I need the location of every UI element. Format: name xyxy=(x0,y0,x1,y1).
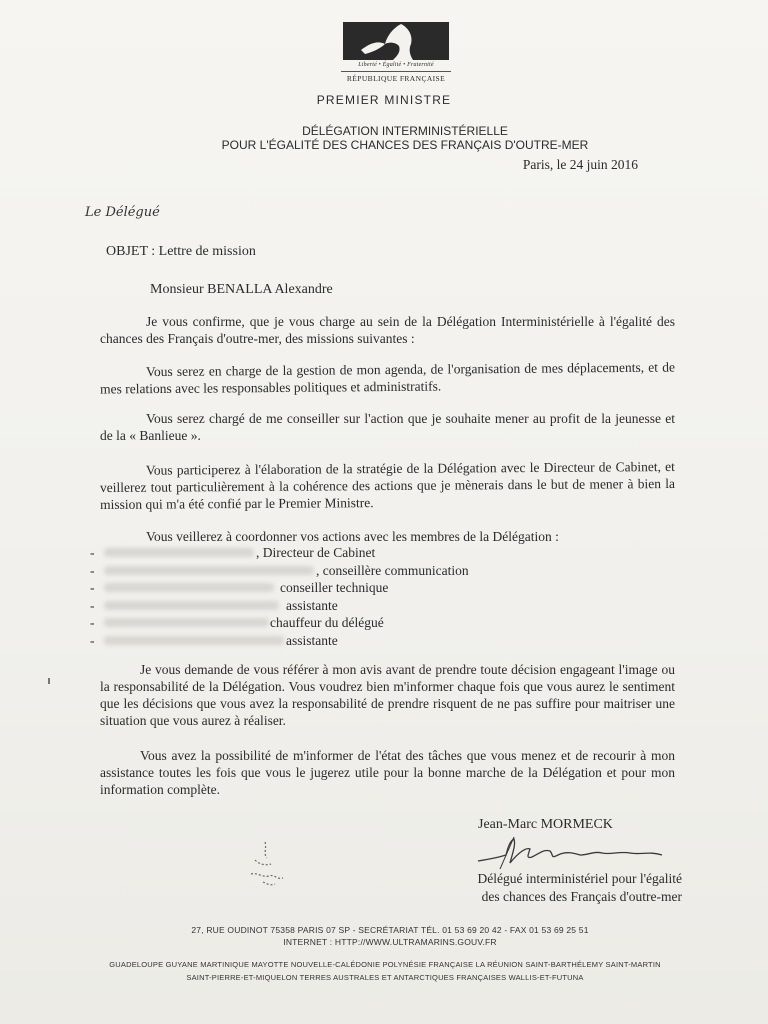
republic-name: RÉPUBLIQUE FRANÇAISE xyxy=(341,71,451,83)
delegation-line-1: DÉLÉGATION INTERMINISTÉRIELLE xyxy=(302,124,508,138)
paragraph-1: Je vous confirme, que je vous charge au sein de la Délégation Interministérielle à l'égalité des chances des Français d'outre-mer, des missions suivantes : xyxy=(100,314,675,346)
member-dash: - xyxy=(90,632,95,648)
paragraph-5: Vous veillerez à coordonner vos actions avec les membres de la Délégation : xyxy=(146,529,559,544)
member-row xyxy=(90,579,510,597)
footer-territories-2: SAINT-PIERRE-ET-MIQUELON TERRES AUSTRALES ET ANTARCTIQUES FRANÇAISES WALLIS-ET-FUTUNA xyxy=(186,973,584,982)
signatory-role-line-2: des chances des Français d'outre-mer xyxy=(481,889,682,904)
letter-date: Paris, le 24 juin 2016 xyxy=(522,157,638,172)
paragraph-3: Vous serez chargé de me conseiller sur l'action que je souhaite mener au profit de la jeunesse et de la « Banlieue ». xyxy=(100,411,675,443)
member-row xyxy=(90,614,510,632)
signatory-role xyxy=(420,870,682,906)
member-row xyxy=(90,562,510,580)
member-dash: - xyxy=(90,597,95,613)
redacted-name xyxy=(104,618,269,627)
marianne-logo xyxy=(341,20,451,88)
member-dash: - xyxy=(90,545,95,560)
footer-website: INTERNET : HTTP://WWW.ULTRAMARINS.GOUV.FR xyxy=(283,937,497,947)
marianne-emblem-icon xyxy=(343,22,449,60)
signatory-name: Jean-Marc MORMECK xyxy=(478,817,613,832)
member-role: conseiller technique xyxy=(280,580,389,595)
member-role: assistante xyxy=(286,597,338,613)
member-row xyxy=(90,632,510,650)
signatory-role-line-1: Délégué interministériel pour l'égalité xyxy=(477,871,682,886)
redacted-name xyxy=(104,566,314,575)
member-row xyxy=(90,597,510,615)
paragraph-2: Vous serez en charge de la gestion de mon agenda, de l'organisation de mes déplacements, et de mes relations avec les responsables politiques et administratifs. xyxy=(100,359,675,397)
member-role: assistante xyxy=(286,632,338,648)
paragraph-6: Je vous demande de vous référer à mon avis avant de prendre toute décision engageant l'image ou la responsabilité de la Délégation. Vous voudrez bien m'informer chaque fois que vous aurez le sentiment que les décisions que vous avez la responsabilité de prendre risquent de ne pas suffire pour maitriser une situation que vous aurez à réaliser. xyxy=(100,662,675,728)
paper-mark xyxy=(48,678,50,684)
paragraph-4: Vous participerez à l'élaboration de la stratégie de la Délégation avec le Directeur de Cabinet, et veillerez tout particulièrement à la cohérence des actions que je mènerais dans le but de mener à bien la mission qui m'a été confié par le Premier Ministre. xyxy=(99,458,676,513)
ministry-title: PREMIER MINISTRE xyxy=(316,93,452,107)
member-dash: - xyxy=(90,562,95,578)
stamp-mark-icon xyxy=(245,838,293,890)
redacted-name xyxy=(104,636,284,645)
member-list xyxy=(90,544,510,649)
footer-territories-1: GUADELOUPE GUYANE MARTINIQUE MAYOTTE NOUVELLE-CALÉDONIE POLYNÉSIE FRANÇAISE LA RÉUNION SAINT-BARTHÉLEMY SAINT-MARTIN xyxy=(109,960,661,969)
letter-subject: OBJET : Lettre de mission xyxy=(106,244,256,259)
redacted-name xyxy=(104,601,279,610)
member-role: , conseillère communication xyxy=(316,562,469,578)
handwritten-signature-icon xyxy=(470,833,670,873)
salutation: Monsieur BENALLA Alexandre xyxy=(150,282,333,297)
member-row xyxy=(90,544,510,562)
sender-title: Le Délégué xyxy=(85,205,160,220)
member-dash: - xyxy=(90,580,95,595)
paragraph-7: Vous avez la possibilité de m'informer de l'état des tâches que vous menez et de recourir à mon assistance toutes les fois que vous le jugerez utile pour la bonne marche de la Délégation et pour mon information complète. xyxy=(100,748,675,797)
republic-motto: Liberté • Égalité • Fraternité xyxy=(358,62,434,68)
redacted-name xyxy=(104,583,274,592)
footer-address: 27, RUE OUDINOT 75358 PARIS 07 SP - SECRÉTARIAT TÉL. 01 53 69 20 42 - FAX 01 53 69 25 51 xyxy=(191,925,589,935)
delegation-line-2: POUR L'ÉGALITÉ DES CHANCES DES FRANÇAIS D'OUTRE-MER xyxy=(221,138,589,152)
member-dash: - xyxy=(90,615,95,630)
redacted-name xyxy=(104,548,254,557)
delegation-heading xyxy=(190,124,620,152)
member-role: , Directeur de Cabinet xyxy=(256,545,376,560)
member-role: chauffeur du délégué xyxy=(270,615,384,630)
